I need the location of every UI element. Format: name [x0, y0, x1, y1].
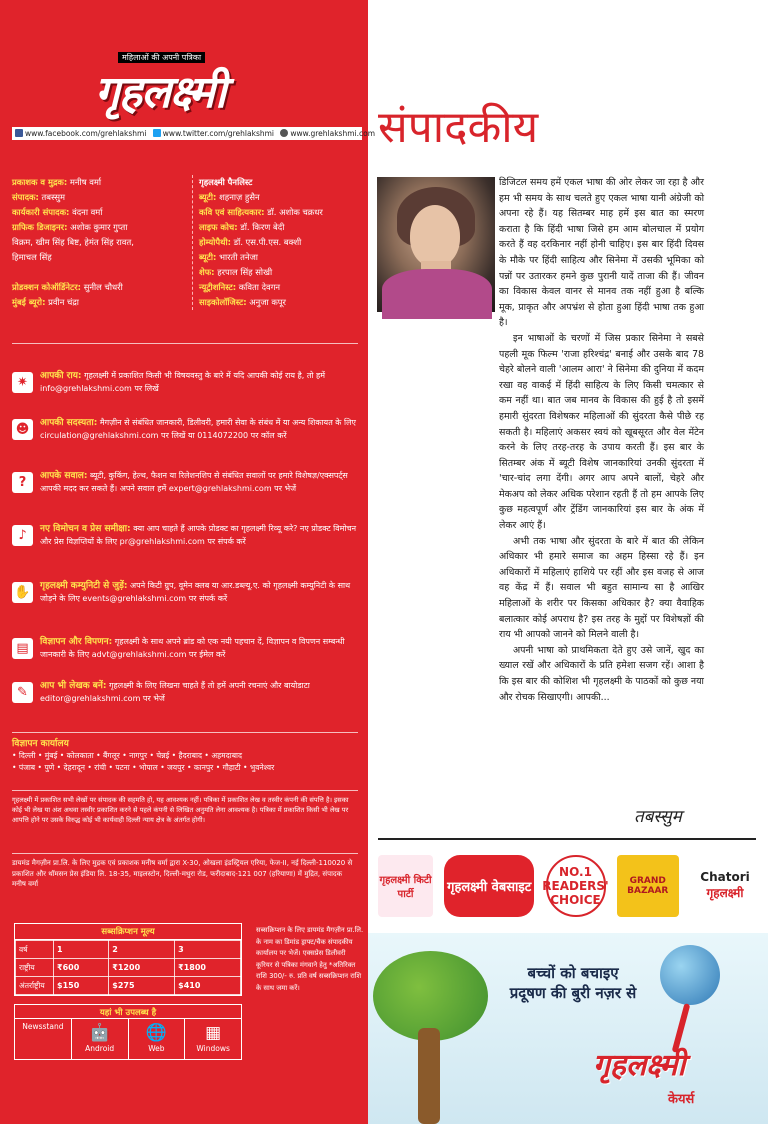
price-cell: ₹1200 [109, 959, 175, 977]
contact-info-item [12, 523, 362, 548]
chatori-sub: गृहलक्ष्मी [706, 886, 744, 900]
staff-role: ग्राफिक डिजाइनर: [12, 222, 68, 232]
contact-info-text [40, 523, 362, 548]
staff-name: प्रवीन चंद्रा [48, 297, 79, 307]
price-cell: $150 [54, 977, 109, 995]
panelist-row [199, 280, 362, 295]
tree-trunk [418, 1028, 440, 1124]
windows-icon: ▦ [205, 1023, 222, 1043]
platform-newsstand[interactable] [15, 1019, 72, 1059]
panelist-row [199, 265, 362, 280]
ad-headline-line: प्रदूषण की बुरी नज़र से [509, 984, 637, 1002]
brand-kitty-party-logo[interactable]: गृहलक्ष्मी किटी पार्टी [378, 855, 433, 917]
brand-chatori-logo[interactable] [690, 855, 760, 917]
contact-info-body[interactable]: क्या आप चाहते हैं आपके प्रोडक्ट का गृहलक्ष्मी रिव्यू करे? नए प्रोडक्ट विमोचन और प्रेस विज्ञप्तियों के लिए pr@grehlakshmi.com पर संपर्क करें [40, 524, 357, 546]
contact-info-item [12, 370, 362, 395]
panelist-role: ब्यूटी: [199, 252, 217, 262]
year-label: वर्ष [16, 941, 54, 959]
divider [12, 790, 358, 791]
row-label: अंतर्राष्ट्रीय [16, 977, 54, 995]
brand-website-logo[interactable]: गृहलक्ष्मी वेबसाइट [444, 855, 534, 917]
panelist-row [199, 220, 362, 235]
contact-info-item [12, 417, 362, 442]
bulb-icon: ✷ [12, 372, 33, 393]
contact-info-body[interactable]: अपने किटी ग्रुप, वूमेन क्लब या आर.डब्ल्यू.ए. को गृहलक्ष्मी कम्युनिटी के साथ जोड़ने के लिए events@grehlakshmi.com पर संपर्क करें [40, 581, 351, 603]
staff-role: संपादक: [12, 192, 39, 202]
divider [378, 838, 756, 840]
disclaimer-text: गृहलक्ष्मी में प्रकाशित सभी लेखों पर संपादक की सहमति हो, यह आवश्यक नहीं। पत्रिका में प्रकाशित लेख व तस्वीर कंपनी की संपत्ति है। इसका कोई भी लेख या अंश अथवा तस्वीर प्रकाशित करने से पहले कंपनी से लिखित अनुमति लेना आवश्यक है। पत्रिका में प्रकाशित किसी भी लेख पर आपत्ति होने पर उसके विरुद्ध कोई भी कार्यवाही दिल्ली न्याय क्षेत्र के अंतर्गत होगी। [12, 796, 349, 824]
masthead [0, 0, 376, 140]
twitter-link[interactable]: www.twitter.com/grehlakshmi [162, 129, 274, 138]
contact-info-heading: आपकी राय: [40, 371, 82, 381]
editor-photo [377, 177, 495, 312]
platform-label: Windows [196, 1044, 230, 1053]
staff-row [12, 220, 180, 235]
panelist-name: अनुजा कपूर [249, 297, 286, 307]
ad-headline [498, 963, 648, 1003]
ad-offices-line: • पंजाब • पुणे • देहरादून • रांची • पटना • भोपाल • जयपुर • कानपुर • गौहाटी • भुवनेश्वर [12, 763, 275, 772]
editor-signature: तबस्सुम [634, 807, 682, 827]
website-link[interactable]: www.grehlakshmi.com [290, 129, 376, 138]
staff-name: विक्रम, खीम सिंह बिष्ट, हेमंत सिंह रावत, [12, 237, 134, 247]
social-links-bar [12, 127, 376, 140]
year-cell: 2 [109, 941, 175, 959]
magazine-logo[interactable]: गृहलक्ष्मी [95, 67, 226, 118]
panelist-role: लाइफ कोच: [199, 222, 238, 232]
editorial-paragraph: अपनी भाषा को प्राथमिकता देते हुए उसे जानें, खुद का ख्याल रखें और अधिकारों के प्रति हमेशा सजग रहें। आशा है कि इस बार की कोशिश भी गृहलक्ष्मी के पाठकों को कुछ नया और रोचक सिखाएगी। आपकी... [499, 644, 704, 703]
price-cell: ₹600 [54, 959, 109, 977]
panelist-name: डॉ. अशोक चक्रधर [267, 207, 323, 217]
platform-label: Newsstand [22, 1022, 64, 1031]
subscription-heading: सब्सक्रिप्शन मूल्य [15, 924, 241, 940]
panelist-list [192, 175, 362, 310]
left-info-column [0, 0, 376, 1124]
year-cell: 3 [175, 941, 241, 959]
row-label: राष्ट्रीय [16, 959, 54, 977]
contact-info-text [40, 470, 362, 495]
contact-info-heading: आपके सवाल: [40, 471, 88, 481]
chatori-label: Chatori [700, 870, 750, 884]
contact-info-item [12, 636, 362, 661]
editorial-paragraph: डिजिटल समय हमें एकल भाषा की ओर लेकर जा रहा है और हम भी समय के साथ चलते हुए एकल भाषा यानी अंग्रेजी को अपना रहे हैं। यह सितम्बर माह हमें इस बात का स्मरण कराता है कि हिंदी भाषा जिसे हम आम बोलचाल में प्रयोग करते हैं वह दरकिनार नहीं होनी चाहिए। इस बार हिंदी दिवस के मौके पर हिंदी साहित्य और सिनेमा में उसकी भूमिका को पन्नों पर उतारकर हमने कुछ पुरानी यादें ताजा की हैं। जीवन का विकास केवल वानर से मानव तक नहीं हुआ है बल्कि मूक, प्राकृत और अपभ्रंश से होता हुआ हिंदी भाषा तक हुआ है। [499, 177, 704, 329]
platform-android[interactable] [72, 1019, 129, 1059]
staff-row [12, 235, 180, 250]
platform-windows[interactable] [185, 1019, 241, 1059]
panelist-name: डॉ. एस.पी.एस. बक्शी [233, 237, 302, 247]
platform-label: Android [85, 1044, 115, 1053]
price-cell: $410 [175, 977, 241, 995]
contact-info-item [12, 470, 362, 495]
staff-name: हिमाचल सिंह [12, 252, 52, 262]
globe-icon [660, 945, 720, 1005]
editorial-body [499, 175, 704, 705]
contact-info-text [40, 417, 362, 442]
panelist-row [199, 235, 362, 250]
contact-info-heading: विज्ञापन और विपणन: [40, 637, 113, 647]
price-cell: ₹1800 [175, 959, 241, 977]
newspaper-icon: ▤ [12, 638, 33, 659]
brand-readers-choice-logo[interactable]: NO.1 READERS' CHOICE [546, 855, 606, 917]
panelist-role: ब्यूटी: [199, 192, 217, 202]
panelist-row [199, 295, 362, 310]
platform-label: Web [148, 1044, 165, 1053]
panelist-role: कवि एवं साहित्यकार: [199, 207, 265, 217]
globe-icon: 🌐 [145, 1023, 167, 1043]
facebook-link[interactable]: www.facebook.com/grehlakshmi [25, 129, 147, 138]
facebook-icon [15, 129, 23, 137]
staff-role: मुंबई ब्यूरो: [12, 297, 46, 307]
printer-info: डायमंड मैगज़ीन प्रा.लि. के लिए मुद्रक एवं प्रकाशक मनीष वर्मा द्वारा X-30, ओखला इंडस्ट्रियल एरिया, फेज-II, नई दिल्ली-110020 से प्रकाशित और थॉमसन प्रेस इंडिया लि. 18-35, माइलस्टोन, दिल्ली-मथुरा रोड, फरीदाबाद-121 007 (हरियाणा) में मुद्रित, संपादक मनीष वर्मा [12, 859, 353, 888]
panelist-role: होम्योपैथी: [199, 237, 231, 247]
staff-name: वंदना वर्मा [72, 207, 103, 217]
subscription-table [14, 923, 242, 996]
staff-name: अशोक कुमार गुप्ता [70, 222, 128, 232]
subscription-note: सब्सक्रिप्शन के लिए डायमंड मैगज़ीन प्रा.लि. के नाम का डिमांड ड्राफ्ट/चैक संपादकीय कार्यालय पर भेजें। एक्सप्रेस डिलीवरी कूरियर से पत्रिका मंगवाने हेतु *अतिरिक्त राशि 300/- रु. प्रति वर्ष सब्सक्रिप्शन राशि के साथ जमा करें। [256, 926, 364, 992]
staff-name: सुनील चौधरी [83, 282, 123, 292]
year-cell: 1 [54, 941, 109, 959]
panelist-row [199, 190, 362, 205]
panelist-row [199, 205, 362, 220]
contact-info-text [40, 580, 362, 605]
ad-offices [12, 738, 362, 774]
staff-role: प्रोडक्शन कोऑर्डिनेटर: [12, 282, 82, 292]
editorial-paragraph: इन भाषाओं के चरणों में जिस प्रकार सिनेमा ने सबसे पहली मूक फिल्म 'राजा हरिश्चंद्र' बनाई और उसके बाद 78 चेहरे बोलने वाली 'आलम आरा' ने सिनेमा की दुनिया में कदम रखा वह वाकई में हिंदी साहित्य के लिए किसी चमत्कार से कम नहीं था। बात जब मानव के विकास की हुई है तो इसमें हमारी सुंदरता विशेषकर महिलाओं की सुंदरता कैसे पीछे रह सकती है। महिलाएं अकसर स्वयं को खूबसूरत और वेल मेंटेन करने के लिए तरह-तरह के उपाय करती हैं। इस बार के सितम्बर अंक में ब्यूटी विशेष जानकारियां उनकी सुंदरता में 'चार-चांद लगा देंगी। अगर आप अपने बालों, चेहरे और मेकअप को लेकर अधिक परेशान रहती हैं तो हम आपके लिए कुछ महत्वपूर्ण और ट्रेंडिंग जानकारियां इस बार के अंक में लेकर आएं हैं। [499, 332, 704, 532]
panelist-role: न्यूट्रीशनिस्ट: [199, 282, 237, 292]
staff-role: प्रकाशक व मुद्रक: [12, 177, 68, 187]
android-icon: 🤖 [89, 1023, 111, 1043]
panelist-name: हरपाल सिंह सोखी [217, 267, 273, 277]
grehlakshmi-cares-ad[interactable] [368, 933, 768, 1124]
brand-grand-bazaar-logo[interactable]: GRAND BAZAAR [617, 855, 679, 917]
contact-info-item [12, 580, 362, 605]
divider [12, 732, 358, 733]
ad-brand-sub: केयर्स [668, 1092, 695, 1107]
twitter-icon [153, 129, 161, 137]
contact-info-text [40, 636, 362, 661]
staff-row [12, 175, 180, 190]
staff-row [12, 205, 180, 220]
brand-strip [378, 843, 760, 928]
handshake-icon: ✋ [12, 582, 33, 603]
ad-headline-line: बच्चों को बचाइए [527, 964, 619, 982]
contact-info-body[interactable]: गृहलक्ष्मी के साथ अपने ब्रांड को एक नयी पहचान दें, विज्ञापन व विपणन सम्बन्धी जानकारी के लिए advt@grehlakshmi.com पर ईमेल करें [40, 637, 345, 659]
ad-offices-line: • दिल्ली • मुंबई • कोलकाता • बैंगलूर • नागपुर • चेन्नई • हैदराबाद • अहमदाबाद [12, 751, 243, 760]
panelist-name: शहनाज़ हुसैन [219, 192, 260, 202]
staff-list [12, 175, 180, 310]
panelist-name: कविता देवगन [238, 282, 281, 292]
staff-credits [12, 175, 362, 325]
microphone-icon: ♪ [12, 525, 33, 546]
staff-row [12, 280, 180, 295]
contact-info-heading: गृहलक्ष्मी कम्युनिटी से जुड़ें: [40, 581, 128, 591]
platform-web[interactable] [129, 1019, 186, 1059]
contact-info-body[interactable]: ब्यूटी, कुकिंग, हेल्थ, फैशन या रिलेशनशिप से संबंधित सवालों पर हमारे विशेषज्ञ/एक्सपर्ट्स आपकी मदद कर सकते हैं। अपने सवाल हमें expert@grehlakshmi.com पर भेजें [40, 471, 348, 493]
page-title: संपादकीय [378, 102, 539, 153]
contact-info-heading: आपकी सदस्यता: [40, 418, 98, 428]
contact-info-heading: आप भी लेखक बनें: [40, 681, 107, 691]
editorial-paragraph: अभी तक भाषा और सुंदरता के बारे में बात की लेकिन अधिकार भी हमारे समाज का अहम हिस्सा रहे हैं। इन अधिकारों में महिलाएं हाशिये पर रहीं और इस वजह से आज वह केंद्र में हैं। सवाल भी बहुत सामान्य सा है आखिर महिलाओं के शरीर पर किसका अधिकार है? क्या वैवाहिक बलात्कार कोई अपराध है? इस तरह के मुद्दों पर विशेषज्ञों की राय भी आपको जानने को मिलने वाली है। [499, 535, 704, 641]
panelist-name: भारती तनेजा [219, 252, 258, 262]
divider [12, 853, 358, 854]
panelist-role: साइकोलॉजिस्ट: [199, 297, 247, 307]
ad-brand-logo: गृहलक्ष्मी [593, 1048, 686, 1083]
platform-list [14, 1018, 242, 1060]
panel-title: गृहलक्ष्मी पैनलिस्ट [199, 177, 253, 187]
staff-name: तबस्सुम [41, 192, 66, 202]
web-icon [280, 129, 288, 137]
staff-row [12, 250, 180, 265]
panelist-row [199, 250, 362, 265]
question-icon: ? [12, 472, 33, 493]
staff-row [12, 265, 180, 280]
staff-name [12, 267, 15, 277]
staff-row [12, 190, 180, 205]
contact-info-heading: नए विमोचन व प्रेस समीक्षा: [40, 524, 131, 534]
contact-info-body[interactable]: गृहलक्ष्मी के लिए लिखना चाहते हैं तो हमें अपनी रचनाएं और बायोडाटा editor@grehlakshmi.com पर भेजें [40, 681, 310, 703]
staff-role: कार्यकारी संपादक: [12, 207, 70, 217]
pencil-icon: ✎ [12, 682, 33, 703]
contact-info-text [40, 680, 362, 705]
contact-info-text [40, 370, 362, 395]
staff-name: मनीष वर्मा [69, 177, 102, 187]
divider [12, 343, 358, 344]
contact-info-body[interactable]: गृहलक्ष्मी में प्रकाशित किसी भी विषयवस्तु के बारे में यदि आपकी कोई राय है, तो हमें info@grehlakshmi.com पर लिखें [40, 371, 326, 393]
panelist-role: शेफ: [199, 267, 215, 277]
panelist-name: डॉ. किरण बेदी [240, 222, 285, 232]
contact-info-body[interactable]: मैगज़ीन से संबंधित जानकारी, डिलीवरी, हमारी सेवा के संबंध में या अन्य शिकायत के लिए circulation@grehlakshmi.com पर लिखें या 0114072200 पर कॉल करें [40, 418, 356, 440]
ad-offices-heading: विज्ञापन कार्यालय [12, 739, 69, 749]
people-icon: ☻ [12, 419, 33, 440]
staff-row [12, 295, 180, 310]
magazine-tagline: महिलाओं की अपनी पत्रिका [118, 52, 205, 63]
contact-info-item [12, 680, 362, 705]
available-heading: यहां भी उपलब्ध है [14, 1004, 242, 1020]
price-cell: $275 [109, 977, 175, 995]
